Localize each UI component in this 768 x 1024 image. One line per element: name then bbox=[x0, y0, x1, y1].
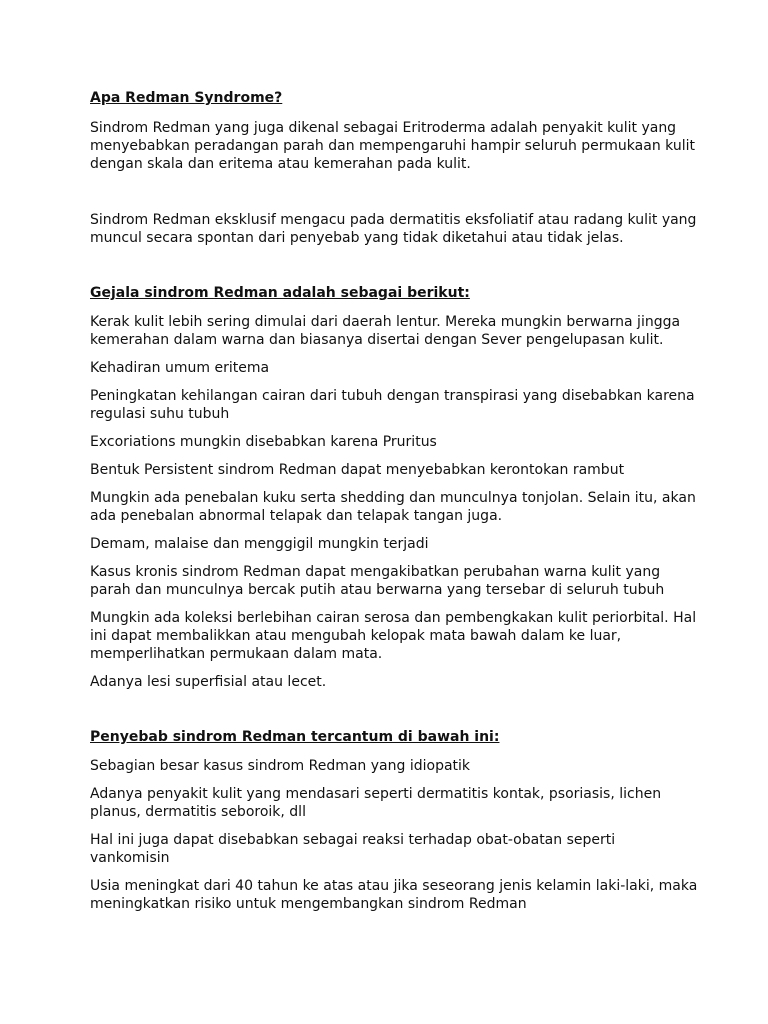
symptom-item: Mungkin ada penebalan kuku serta shedding dan munculnya tonjolan. Selain itu, akan ada penebalan abnormal telapak dan telapak tangan juga. bbox=[90, 490, 696, 524]
cause-item: Sebagian besar kasus sindrom Redman yang idiopatik bbox=[90, 758, 471, 774]
cause-item: Adanya penyakit kulit yang mendasari seperti dermatitis kontak, psoriasis, lichen planus, dermatitis seboroik, dll bbox=[90, 786, 662, 820]
symptom-item: Adanya lesi superfisial atau lecet. bbox=[90, 674, 327, 690]
symptom-item: Peningkatan kehilangan cairan dari tubuh dengan transpirasi yang disebabkan karena regulasi suhu tubuh bbox=[90, 388, 695, 422]
heading-causes: Penyebab sindrom Redman tercantum di bawah ini: bbox=[90, 729, 500, 745]
symptom-item: Kehadiran umum eritema bbox=[90, 360, 270, 376]
symptom-item: Mungkin ada koleksi berlebihan cairan serosa dan pembengkakan kulit periorbital. Hal ini dapat membalikkan atau mengubah kelopak mata bawah dalam ke luar, memperlihatkan permukaan dalam mata. bbox=[90, 610, 697, 662]
cause-item: Usia meningkat dari 40 tahun ke atas atau jika seseorang jenis kelamin laki-laki, maka meningkatkan risiko untuk mengembangkan sindrom Redman bbox=[90, 878, 698, 912]
heading-what-is: Apa Redman Syndrome? bbox=[90, 90, 283, 106]
cause-item: Hal ini juga dapat disebabkan sebagai reaksi terhadap obat-obatan seperti vankomisin bbox=[90, 832, 616, 866]
paragraph-exclusive: Sindrom Redman eksklusif mengacu pada dermatitis eksfoliatif atau radang kulit yang muncul secara spontan dari penyebab yang tidak diketahui atau tidak jelas. bbox=[90, 212, 697, 246]
paragraph-definition: Sindrom Redman yang juga dikenal sebagai Eritroderma adalah penyakit kulit yang menyebabkan peradangan parah dan mempengaruhi hampir seluruh permukaan kulit dengan skala dan eritema atau kemerahan pada kulit. bbox=[90, 120, 695, 172]
symptom-item: Kasus kronis sindrom Redman dapat mengakibatkan perubahan warna kulit yang parah dan munculnya bercak putih atau berwarna yang tersebar di seluruh tubuh bbox=[90, 564, 665, 598]
symptom-item: Kerak kulit lebih sering dimulai dari daerah lentur. Mereka mungkin berwarna jingga kemerahan dalam warna dan biasanya disertai dengan Sever pengelupasan kulit. bbox=[90, 314, 681, 348]
heading-symptoms: Gejala sindrom Redman adalah sebagai berikut: bbox=[90, 285, 470, 301]
symptom-item: Demam, malaise dan menggigil mungkin terjadi bbox=[90, 536, 429, 552]
symptom-item: Excoriations mungkin disebabkan karena Pruritus bbox=[90, 434, 437, 450]
symptom-item: Bentuk Persistent sindrom Redman dapat menyebabkan kerontokan rambut bbox=[90, 462, 625, 478]
